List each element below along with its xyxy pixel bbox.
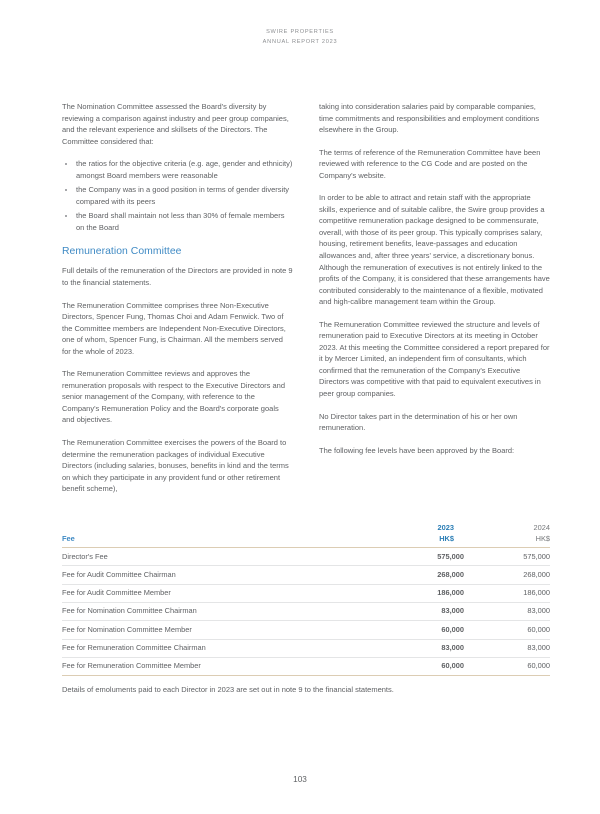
bullet-dot-icon [65,215,67,217]
running-header-report: ANNUAL REPORT 2023 [262,38,338,45]
fee-table-container [62,523,550,676]
column-header-2024-year: 2024 [533,523,550,532]
fee-row-label: Fee for Remuneration Committee Member [62,657,362,675]
table-header-row [62,523,550,548]
left-paragraph-4: The Remuneration Committee exercises the powers of the Board to determine the remuneration packages of individual Executive Directors (including salaries, bonuses, benefits in kind and the terms on which they participate in any provident fund or other retirement benefit scheme), [62,438,289,494]
left-paragraph-1: Full details of the remuneration of the Directors are provided in note 9 to the financial statements. [62,266,293,288]
right-paragraph-1: taking into consideration salaries paid by comparable companies, time commitments and responsibilities and employment conditions elsewhere in the Group. [319,102,540,135]
table-row [62,657,550,675]
fee-row-value-2023: 60,000 [362,657,464,675]
right-paragraph-3: In order to be able to attract and retain staff with the appropriate skills, experience and of suitable calibre, the Swire group provides a competitive remuneration package designed to be commensurate, overall, with those of its peer group. This typically comprises salary, housing, retirement benefits, leave-passages and education allowances and, after three years' service, a discretionary bonus. Although the remuneration of executives is not entirely linked to the profits of the Company, it is considered that these arrangements have contributed considerably to the maintenance of a flexible, motivated and high-calibre management team within the Group. [319,193,550,307]
fee-row-label: Fee for Nomination Committee Member [62,621,362,639]
body-columns [62,101,550,495]
table-row [62,584,550,602]
section-heading-remuneration-committee: Remuneration Committee [62,246,182,258]
fee-row-value-2024: 186,000 [464,584,550,602]
table-row [62,603,550,621]
fee-table [62,523,550,676]
bullet-dot-icon [65,189,67,191]
running-header-company: SWIRE PROPERTIES [266,29,334,35]
list-item [62,158,293,181]
fee-row-value-2023: 60,000 [362,621,464,639]
nomination-findings-list [62,158,293,233]
bullet-dot-icon [65,163,67,165]
running-header [0,28,600,47]
page-number: 103 [293,775,307,784]
right-paragraph-2: The terms of reference of the Remuneration Committee have been reviewed with reference to the CG Code and are posted on the Company's website. [319,147,541,180]
fee-row-value-2023: 186,000 [362,584,464,602]
column-header-2023 [362,523,464,548]
fee-row-value-2024: 83,000 [464,639,550,657]
fee-row-value-2023: 268,000 [362,566,464,584]
table-row [62,621,550,639]
column-header-fee: Fee [62,523,362,548]
fee-row-value-2024: 60,000 [464,621,550,639]
fee-row-value-2023: 575,000 [362,548,464,566]
fee-row-value-2024: 575,000 [464,548,550,566]
fee-row-value-2023: 83,000 [362,639,464,657]
list-item-label: the Company was in a good position in terms of gender diversity compared with its peers [76,185,290,206]
column-header-2023-currency: HK$ [439,533,454,543]
right-paragraph-4: The Remuneration Committee reviewed the structure and levels of remuneration paid to Executive Directors at its meeting in October 2023. At this meeting the Committee considered a report prepared for it by Mercer Limited, an independent firm of consultants, which confirmed that the remuneration of the Company's Executive Directors was competitive with that paid to equivalent executives in peer group companies. [319,319,550,399]
table-row [62,548,550,566]
fee-row-label: Fee for Nomination Committee Chairman [62,603,362,621]
right-paragraph-6: The following fee levels have been approved by the Board: [319,445,515,455]
list-item [62,210,293,233]
fee-row-value-2024: 83,000 [464,603,550,621]
nomination-intro-paragraph: The Nomination Committee assessed the Board's diversity by reviewing a comparison against industry and peer group companies, and the relevant experience and skillsets of the Directors. The Committee considered that: [62,102,289,146]
fee-row-value-2024: 268,000 [464,566,550,584]
table-row [62,566,550,584]
fee-row-label: Fee for Audit Committee Member [62,584,362,602]
left-column [62,101,293,495]
left-paragraph-2: The Remuneration Committee comprises three Non-Executive Directors, Spencer Fung, Thomas Choi and Adam Fenwick. Two of the Committee members are Independent Non-Executive Directors, one of whom, Spencer Fung, is Chairman. All the members served for the whole of 2023. [62,300,286,356]
column-header-2024 [464,523,550,548]
column-header-2024-currency: HK$ [535,533,550,543]
fee-row-label: Director's Fee [62,548,362,566]
right-paragraph-5: No Director takes part in the determination of his or her own remuneration. [319,411,518,433]
fee-row-label: Fee for Audit Committee Chairman [62,566,362,584]
list-item-label: the ratios for the objective criteria (e.g. age, gender and ethnicity) amongst Board members were reasonable [76,159,293,180]
column-header-2023-year: 2023 [437,523,454,532]
left-paragraph-3: The Remuneration Committee reviews and approves the remuneration proposals with respect to the Executive Directors and senior management of the Company, with reference to the Company's Remuneration Policy and the Board's corporate goals and objectives. [62,369,286,425]
fee-row-value-2024: 60,000 [464,657,550,675]
list-item-label: the Board shall maintain not less than 30% of female members on the Board [76,211,285,232]
emoluments-footnote: Details of emoluments paid to each Director in 2023 are set out in note 9 to the financial statements. [62,685,394,694]
list-item [62,184,293,207]
right-column [319,101,550,456]
fee-row-value-2023: 83,000 [362,603,464,621]
fee-row-label: Fee for Remuneration Committee Chairman [62,639,362,657]
table-row [62,639,550,657]
